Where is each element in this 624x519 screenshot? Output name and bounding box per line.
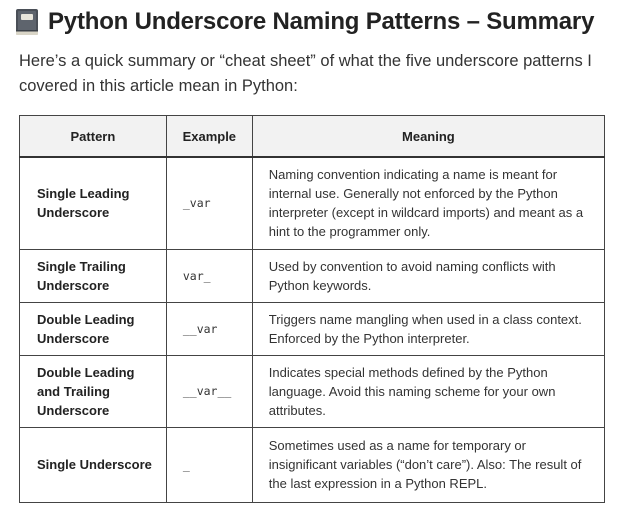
page-title: Python Underscore Naming Patterns – Summary xyxy=(48,8,595,35)
column-header-meaning: Meaning xyxy=(252,116,604,158)
pattern-cell: Double Leading Underscore xyxy=(20,302,167,355)
column-header-pattern: Pattern xyxy=(20,116,167,158)
example-cell: var_ xyxy=(166,249,252,302)
table-row xyxy=(20,427,605,502)
column-header-example: Example xyxy=(166,116,252,158)
pattern-cell: Single Leading Underscore xyxy=(20,157,167,249)
meaning-cell: Indicates special methods defined by the Python language. Avoid this naming scheme for your own attributes. xyxy=(252,355,604,427)
title-row xyxy=(14,8,594,36)
summary-table xyxy=(19,115,605,503)
table-row xyxy=(20,157,605,249)
meaning-cell: Naming convention indicating a name is meant for internal use. Generally not enforced by the Python interpreter (except in wildcard imports) and meant as a hint to the programmer only. xyxy=(252,157,604,249)
book-icon xyxy=(14,8,40,36)
meaning-cell: Sometimes used as a name for temporary or insignificant variables (“don’t care”). Also: The result of the last expression in a Python REPL. xyxy=(252,427,604,502)
example-cell: _var xyxy=(166,157,252,249)
pattern-cell: Single Underscore xyxy=(20,427,167,502)
table-row xyxy=(20,355,605,427)
table-row xyxy=(20,249,605,302)
example-cell: __var xyxy=(166,302,252,355)
meaning-cell: Used by convention to avoid naming conflicts with Python keywords. xyxy=(252,249,604,302)
example-cell: __var__ xyxy=(166,355,252,427)
example-cell: _ xyxy=(166,427,252,502)
pattern-cell: Single Trailing Underscore xyxy=(20,249,167,302)
table-header-row xyxy=(20,116,605,158)
intro-paragraph: Here’s a quick summary or “cheat sheet” of what the five underscore patterns I covered in this article mean in Python: xyxy=(19,52,592,95)
meaning-cell: Triggers name mangling when used in a class context. Enforced by the Python interpreter. xyxy=(252,302,604,355)
pattern-cell: Double Leading and Trailing Underscore xyxy=(20,355,167,427)
table-row xyxy=(20,302,605,355)
